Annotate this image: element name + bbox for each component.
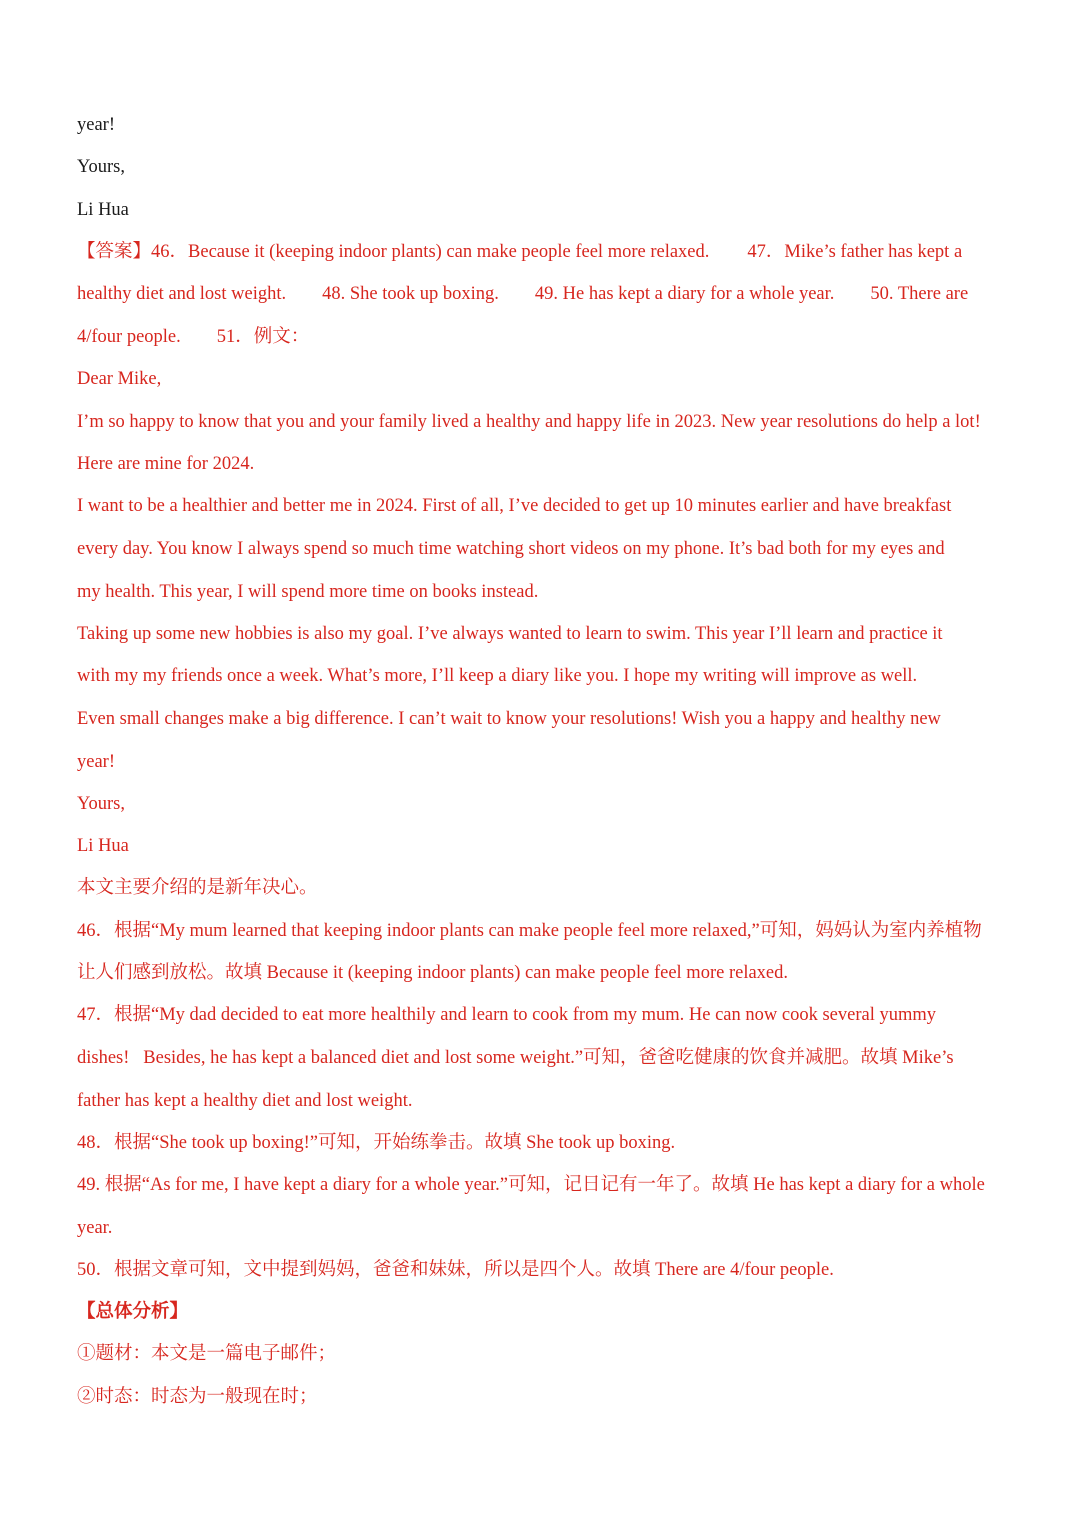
essay-line: Taking up some new hobbies is also my goal. I’ve always wanted to learn to swim. This year I’ll learn and practice it (77, 624, 943, 644)
answer-line-3 (77, 325, 1017, 349)
analysis-line: father has kept a healthy diet and lost weight. (77, 1091, 413, 1111)
answer-tag: 【答案】 (77, 242, 152, 262)
essay-line: every day. You know I always spend so much time watching short videos on my phone. It’s bad both for my eyes and (77, 539, 945, 559)
essay-line: my health. This year, I will spend more time on books instead. (77, 582, 539, 602)
essay-line: with my my friends once a week. What’s more, I’ll keep a diary like you. I hope my writing will improve as well. (77, 666, 918, 686)
analysis-line: 48．根据“She took up boxing!”可知，开始练拳击。故填 She took up boxing. (77, 1133, 676, 1153)
answer-49: 49. He has kept a diary for a whole year. (534, 284, 835, 304)
analysis-line: year. (77, 1218, 113, 1238)
analysis-line: 49. 根据“As for me, I have kept a diary for a whole year.”可知，记日记有一年了。故填 He has kept a diary for a whole (77, 1175, 985, 1195)
essay-line: Here are mine for 2024. (77, 454, 255, 474)
answer-50-end: 4/four people. (77, 327, 181, 347)
answer-51-label: 51．例文： (216, 327, 310, 347)
letter-closing-line: year! (77, 115, 115, 135)
essay-line: I want to be a healthier and better me in 2024. First of all, I’ve decided to get up 10 minutes earlier and have breakfast (77, 496, 952, 516)
answer-50-start: 50. There are (870, 284, 969, 304)
analysis-line: 让人们感到放松。故填 Because it (keeping indoor plants) can make people feel more relaxed. (77, 963, 789, 983)
essay-line: year! (77, 752, 115, 772)
analysis-line: dishes! Besides, he has kept a balanced diet and lost some weight.”可知，爸爸吃健康的饮食并减肥。故填 Mike’s (77, 1048, 954, 1068)
essay-line: Even small changes make a big difference. I can’t wait to know your resolutions! Wish you a happy and healthy new (77, 709, 941, 729)
essay-line: I’m so happy to know that you and your family lived a healthy and happy life in 2023. New year resolutions do help a lot! (77, 412, 981, 432)
analysis-line: 46．根据“My mum learned that keeping indoor plants can make people feel more relaxed,”可知，妈妈认为室内养植物 (77, 921, 982, 941)
overall-heading: 【总体分析】 (77, 1302, 189, 1322)
essay-yours: Yours, (77, 794, 125, 814)
answer-48: 48. She took up boxing. (322, 284, 499, 304)
overall-item-1: ①题材：本文是一篇电子邮件； (77, 1344, 337, 1364)
answer-46: 46．Because it (keeping indoor plants) can make people feel more relaxed. (151, 242, 710, 262)
answer-47-end: healthy diet and lost weight. (77, 284, 287, 304)
essay-greeting: Dear Mike, (77, 369, 162, 389)
analysis-summary: 本文主要介绍的是新年决心。 (77, 878, 318, 898)
letter-yours: Yours, (77, 157, 125, 177)
answer-line-1 (77, 240, 1017, 264)
essay-signature: Li Hua (77, 836, 129, 856)
letter-signature: Li Hua (77, 200, 129, 220)
analysis-line: 47．根据“My dad decided to eat more healthily and learn to cook from my mum. He can now cook several yummy (77, 1005, 936, 1025)
answer-47-start: 47．Mike’s father has kept a (747, 242, 963, 262)
answer-line-2 (77, 282, 1017, 306)
overall-item-2: ②时态：时态为一般现在时； (77, 1387, 318, 1407)
analysis-line: 50．根据文章可知，文中提到妈妈，爸爸和妹妹，所以是四个人。故填 There are 4/four people. (77, 1260, 834, 1280)
